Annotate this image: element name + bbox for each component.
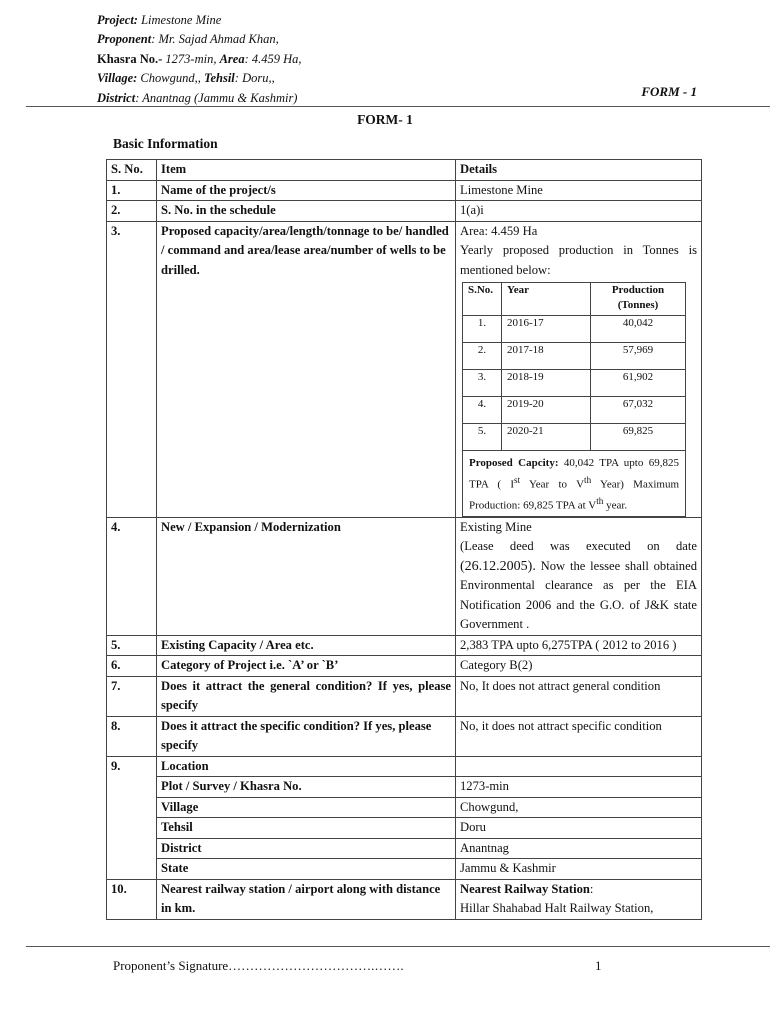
lease-text: (Lease deed was executed on date	[460, 539, 697, 554]
table-header-row	[107, 160, 702, 181]
location-row	[107, 818, 702, 839]
row-item: New / Expansion / Modernization	[157, 517, 456, 635]
railway-colon: :	[589, 881, 594, 896]
note-text: year.	[603, 499, 628, 512]
row-details	[456, 517, 702, 635]
production-header-year: Year	[502, 283, 591, 316]
row-details: Limestone Mine	[456, 180, 702, 201]
row-item: Category of Project i.e. `A’ or `B’	[157, 656, 456, 677]
row-item: S. No. in the schedule	[157, 201, 456, 222]
footer-divider	[26, 946, 770, 947]
row-sno: 4.	[107, 517, 157, 635]
header-item: Item	[157, 160, 456, 181]
village-label: Village:	[97, 71, 138, 86]
production-intro: Yearly proposed production in Tonnes is mentioned below:	[460, 243, 697, 277]
page-number: 1	[595, 958, 602, 973]
table-row	[107, 180, 702, 201]
row-sno: 10.	[107, 879, 157, 919]
header-details: Details	[456, 160, 702, 181]
production-sno: 5.	[463, 424, 502, 451]
existing-mine: Existing Mine	[460, 519, 532, 534]
row-details: Category B(2)	[456, 656, 702, 677]
area-detail: Area: 4.459 Ha	[460, 223, 538, 238]
proponent-value: : Mr. Sajad Ahmad Khan,	[151, 32, 279, 47]
empty-cell	[107, 838, 157, 859]
location-row	[107, 838, 702, 859]
production-sno: 2.	[463, 343, 502, 370]
row-details: 2,383 TPA upto 6,275TPA ( 2012 to 2016 )	[456, 635, 702, 656]
location-label: Plot / Survey / Khasra No.	[157, 777, 456, 798]
row-details	[456, 221, 702, 517]
location-row	[107, 859, 702, 880]
empty-cell	[107, 859, 157, 880]
note-sup: st	[514, 474, 521, 485]
location-label: Tehsil	[157, 818, 456, 839]
row-details	[456, 879, 702, 919]
lease-details	[460, 537, 697, 635]
row-sno: 3.	[107, 221, 157, 517]
row-sno: 7.	[107, 676, 157, 716]
table-row	[107, 756, 702, 777]
production-year: 2020-21	[502, 424, 591, 451]
table-row	[107, 221, 702, 517]
production-year: 2016-17	[502, 316, 591, 343]
row-item: Location	[157, 756, 456, 777]
empty-cell	[107, 818, 157, 839]
row-details: No, It does not attract general condition	[456, 676, 702, 716]
production-tonnes: 40,042	[591, 316, 686, 343]
khasra-value: 1273-min,	[162, 51, 220, 66]
row-sno: 1.	[107, 180, 157, 201]
note-text: Year) Maximum Production: 69,825 TPA at V	[469, 478, 680, 512]
row-item: Existing Capacity / Area etc.	[157, 635, 456, 656]
note-text: Year to V	[520, 478, 585, 491]
table-row	[107, 635, 702, 656]
row-details	[456, 756, 702, 777]
project-value: Limestone Mine	[141, 13, 222, 27]
lease-text: Now the lessee shall obtained Environmental clearance as per the EIA Notification 2006 and the G.O. of J&K state Government .	[460, 558, 697, 632]
district-label: District	[97, 90, 136, 105]
production-note-row	[463, 451, 686, 517]
proponent-label: Proponent	[97, 32, 152, 47]
row-sno: 5.	[107, 635, 157, 656]
row-item: Does it attract the specific condition? If yes, please specify	[157, 716, 456, 756]
production-note	[463, 451, 686, 517]
production-table	[462, 282, 686, 517]
page-title: FORM- 1	[357, 112, 413, 127]
row-details: 1(a)i	[456, 201, 702, 222]
area-value: : 4.459 Ha,	[244, 51, 302, 66]
khasra-label: Khasra No.-	[97, 51, 163, 66]
location-value: Doru	[456, 818, 702, 839]
production-row	[463, 397, 686, 424]
production-tonnes: 57,969	[591, 343, 686, 370]
production-row	[463, 316, 686, 343]
location-value: 1273-min	[456, 777, 702, 798]
production-sno: 4.	[463, 397, 502, 424]
tehsil-value: : Doru,,	[234, 71, 275, 86]
note-text: 40,042 TPA upto 69,825 TPA ( I	[469, 457, 679, 491]
table-row	[107, 716, 702, 756]
production-year: 2019-20	[502, 397, 591, 424]
document-header	[97, 11, 302, 108]
production-sno: 3.	[463, 370, 502, 397]
railway-value: Hillar Shahabad Halt Railway Station,	[460, 901, 654, 916]
form-tag: FORM - 1	[641, 84, 697, 99]
table-row	[107, 676, 702, 716]
location-label: State	[157, 859, 456, 880]
village-value: Chowgund,,	[137, 71, 204, 86]
row-details: No, it does not attract specific condition	[456, 716, 702, 756]
row-item: Nearest railway station / airport along with distance in km.	[157, 879, 456, 919]
production-row	[463, 343, 686, 370]
production-year: 2017-18	[502, 343, 591, 370]
location-value: Chowgund,	[456, 797, 702, 818]
location-label: District	[157, 838, 456, 859]
production-header-row	[463, 283, 686, 316]
production-row	[463, 424, 686, 451]
lease-date: (26.12.2005).	[460, 558, 536, 574]
header-sno: S. No.	[107, 160, 157, 181]
production-year: 2018-19	[502, 370, 591, 397]
railway-label: Nearest Railway Station	[460, 881, 590, 896]
basic-information-table	[106, 159, 702, 920]
empty-cell	[107, 797, 157, 818]
location-row	[107, 797, 702, 818]
row-sno: 6.	[107, 656, 157, 677]
row-sno: 8.	[107, 716, 157, 756]
production-tonnes: 69,825	[591, 424, 686, 451]
table-row	[107, 517, 702, 635]
area-label: Area	[219, 51, 245, 66]
row-item: Does it attract the general condition? If yes, please specify	[157, 676, 456, 716]
row-item: Name of the project/s	[157, 180, 456, 201]
table-row	[107, 656, 702, 677]
note-sup: th	[596, 495, 604, 506]
table-row	[107, 879, 702, 919]
tehsil-label: Tehsil	[203, 71, 235, 86]
district-value: : Anantnag (Jammu & Kashmir)	[135, 90, 298, 105]
table-row	[107, 201, 702, 222]
location-value: Anantnag	[456, 838, 702, 859]
production-row	[463, 370, 686, 397]
row-item: Proposed capacity/area/length/tonnage to be/ handled / command and area/lease area/number of wells to be drilled.	[157, 221, 456, 517]
production-tonnes: 67,032	[591, 397, 686, 424]
production-sno: 1.	[463, 316, 502, 343]
location-label: Village	[157, 797, 456, 818]
empty-cell	[107, 777, 157, 798]
header-divider	[26, 106, 770, 107]
row-sno: 9.	[107, 756, 157, 777]
row-sno: 2.	[107, 201, 157, 222]
section-title: Basic Information	[113, 136, 218, 151]
production-header-tonnes: Production (Tonnes)	[591, 283, 686, 316]
signature-line: Proponent’s Signature…………………………….…….	[113, 958, 404, 973]
location-value: Jammu & Kashmir	[456, 859, 702, 880]
project-label: Project:	[97, 13, 138, 27]
location-row	[107, 777, 702, 798]
note-sup: th	[584, 474, 592, 485]
production-tonnes: 61,902	[591, 370, 686, 397]
proposed-capacity-label: Proposed Capcity:	[469, 457, 559, 469]
production-header-sno: S.No.	[463, 283, 502, 316]
